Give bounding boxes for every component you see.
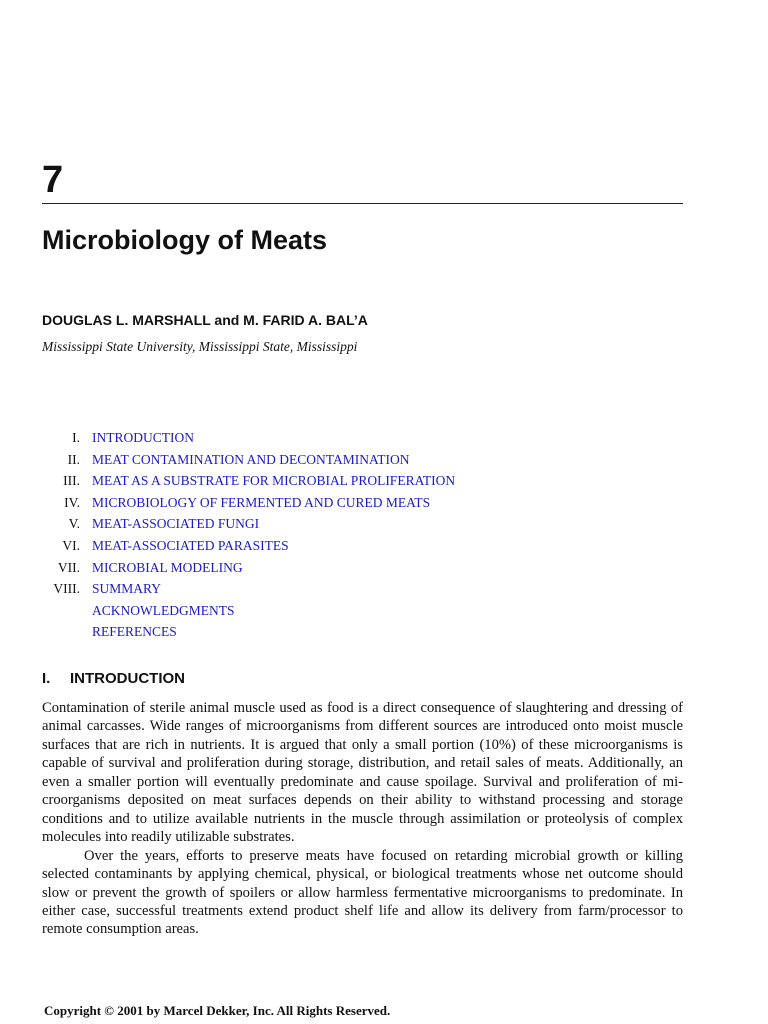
toc-item-number: V. <box>68 516 80 532</box>
toc-link-introduction[interactable]: INTRODUCTION <box>92 430 194 445</box>
toc-link-fermented[interactable]: MICROBIOLOGY OF FERMENTED AND CURED MEATS <box>92 494 431 510</box>
toc-item <box>42 621 455 643</box>
toc-item-number: II. <box>67 451 80 467</box>
toc-item-number: VIII. <box>53 581 80 597</box>
toc-item <box>42 557 455 579</box>
section-heading <box>42 669 185 689</box>
body-paragraph: Contamination of sterile animal muscle used as food is a direct consequence of slaughtering and dressing of animal carcasses. Wide ranges of microorganisms from different sources are introduced onto moist muscle surfaces that are rich in nutrients. It is argued that only a small portion (10%) of these microorganisms is capable of survival and proliferation during storage, distribution, and retail sales of meats. Additionally, an even a smaller portion will eventually predominate and cause spoilage. Survival and proliferation of microorganisms deposited on meat surfaces depends on their ability to withstand processing and storage conditions and to utilize available nutrients in the muscle through assimilation or proteolysis of complex molecules into readily utilizable substrates. <box>42 700 683 846</box>
toc-item <box>42 535 455 557</box>
chapter-title: Microbiology of Meats <box>42 225 328 255</box>
section-body <box>42 699 683 939</box>
table-of-contents <box>42 427 455 643</box>
toc-item <box>42 578 455 600</box>
toc-link-substrate[interactable]: MEAT AS A SUBSTRATE FOR MICROBIAL PROLIFERATION <box>92 473 456 489</box>
toc-link-parasites[interactable]: MEAT-ASSOCIATED PARASITES <box>92 537 289 553</box>
section-title: INTRODUCTION <box>70 670 185 687</box>
toc-link-summary[interactable]: SUMMARY <box>92 581 162 597</box>
affiliation: Mississippi State University, Mississippi State, Mississippi <box>42 339 358 354</box>
toc-link-references[interactable]: REFERENCES <box>92 624 177 640</box>
toc-item-number: VII. <box>57 559 80 575</box>
copyright-notice: Copyright © 2001 by Marcel Dekker, Inc. All Rights Reserved. <box>44 1003 391 1018</box>
toc-link-fungi[interactable]: MEAT-ASSOCIATED FUNGI <box>92 516 260 532</box>
toc-item-number: III. <box>63 473 80 489</box>
toc-link-acknowledgments[interactable]: ACKNOWLEDGMENTS <box>92 602 235 618</box>
toc-item-number: I. <box>72 430 80 445</box>
toc-item <box>42 449 455 471</box>
toc-item <box>42 600 455 622</box>
toc-item <box>42 470 455 492</box>
body-paragraph: Over the years, efforts to preserve meats have focused on retarding microbial growth or killing selected contaminants by applying chemical, physical, or biological treatments whose net outcome should slow or prevent the growth of spoilers or allow harmless fermentative microorganisms to predominate. In either case, successful treatments extend product shelf life and allow its delivery from farm/processor to remote consumption areas. <box>42 847 683 938</box>
section-number: I. <box>42 670 51 687</box>
toc-item <box>42 427 455 449</box>
toc-item-number: VI. <box>62 537 80 553</box>
authors: DOUGLAS L. MARSHALL and M. FARID A. BAL’A <box>42 312 368 328</box>
chapter-number: 7 <box>42 159 64 201</box>
toc-item <box>42 513 455 535</box>
chapter-divider <box>42 203 683 204</box>
toc-link-contamination[interactable]: MEAT CONTAMINATION AND DECONTAMINATION <box>92 451 410 467</box>
toc-item-number: IV. <box>64 494 80 510</box>
toc-link-modeling[interactable]: MICROBIAL MODELING <box>92 559 243 575</box>
toc-item <box>42 492 455 514</box>
